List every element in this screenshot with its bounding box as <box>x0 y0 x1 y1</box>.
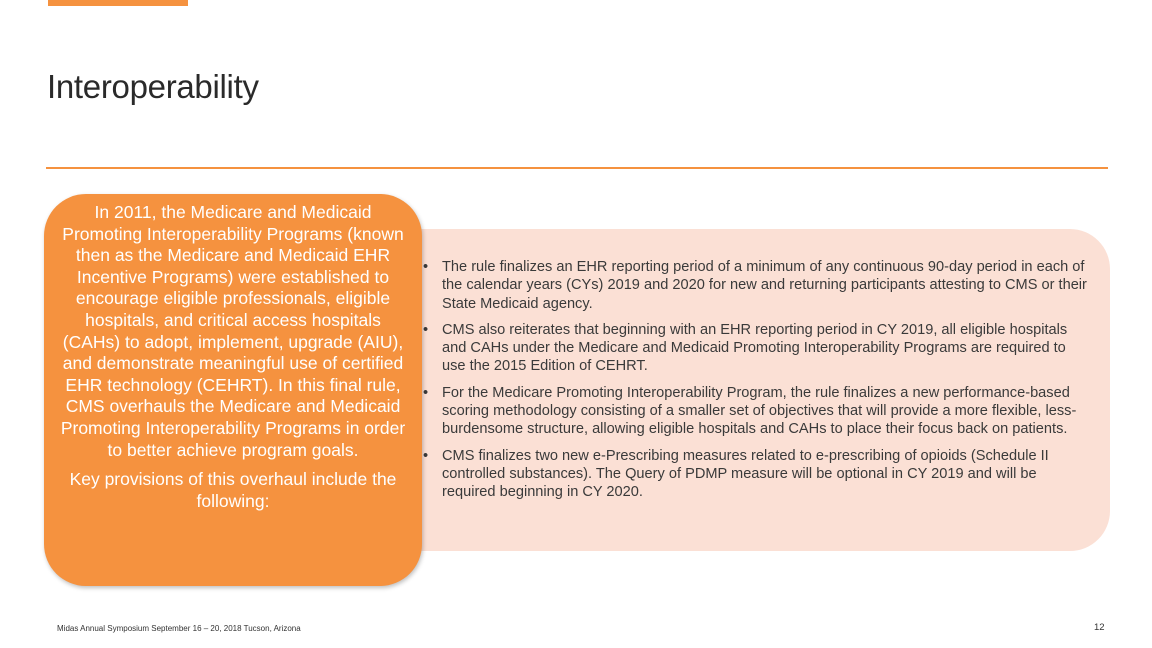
footer-text: Midas Annual Symposium September 16 – 20, 2018 Tucson, Arizona <box>57 624 301 633</box>
bullet-icon: • <box>423 384 429 401</box>
intro-lead-in: Key provisions of this overhaul include the following: <box>69 469 397 511</box>
key-provisions-list <box>421 258 1089 510</box>
slide-title: Interoperability <box>47 68 259 105</box>
top-accent-tab <box>48 0 188 6</box>
intro-text <box>58 202 408 512</box>
list-item <box>421 447 1089 502</box>
intro-paragraph: In 2011, the Medicare and Medicaid Promoting Interoperability Programs (known then as the Medicare and Medicaid EHR Incentive Programs) were established to encourage eligible professionals, eligible hospitals, and critical access hospitals (CAHs) to adopt, implement, upgrade (AIU), and demonstrate meaningful use of certified EHR technology (CEHRT). In this final rule, CMS overhauls the Medicare and Medicaid Promoting Interoperability Programs in order to better achieve program goals. <box>60 202 406 460</box>
list-item-text: CMS finalizes two new e-Prescribing measures related to e-prescribing of opioids (Schedule II controlled substances). The Query of PDMP measure will be optional in CY 2019 and will be required beginning in CY 2020. <box>442 447 1049 501</box>
list-item <box>421 258 1089 313</box>
bullet-icon: • <box>423 321 429 338</box>
list-item-text: The rule finalizes an EHR reporting period of a minimum of any continuous 90-day period in each of the calendar years (CYs) 2019 and 2020 for new and returning participants attesting to CMS or their State Medicaid agency. <box>442 259 1087 312</box>
bullet-icon: • <box>423 447 429 464</box>
title-divider <box>46 167 1108 169</box>
list-item <box>421 384 1089 439</box>
list-item-text: CMS also reiterates that beginning with an EHR reporting period in CY 2019, all eligible hospitals and CAHs under the Medicare and Medicaid Promoting Interoperability Programs are required to use the 2015 Edition of CEHRT. <box>442 321 1068 375</box>
list-item <box>421 321 1089 376</box>
bullet-icon: • <box>423 259 429 275</box>
list-item-text: For the Medicare Promoting Interoperability Program, the rule finalizes a new performance-based scoring methodology consisting of a smaller set of objectives that will provide a more flexible, less-burdensome structure, allowing eligible hospitals and CAHs to place their focus back on patients. <box>442 384 1077 438</box>
page-number: 12 <box>1094 622 1105 633</box>
